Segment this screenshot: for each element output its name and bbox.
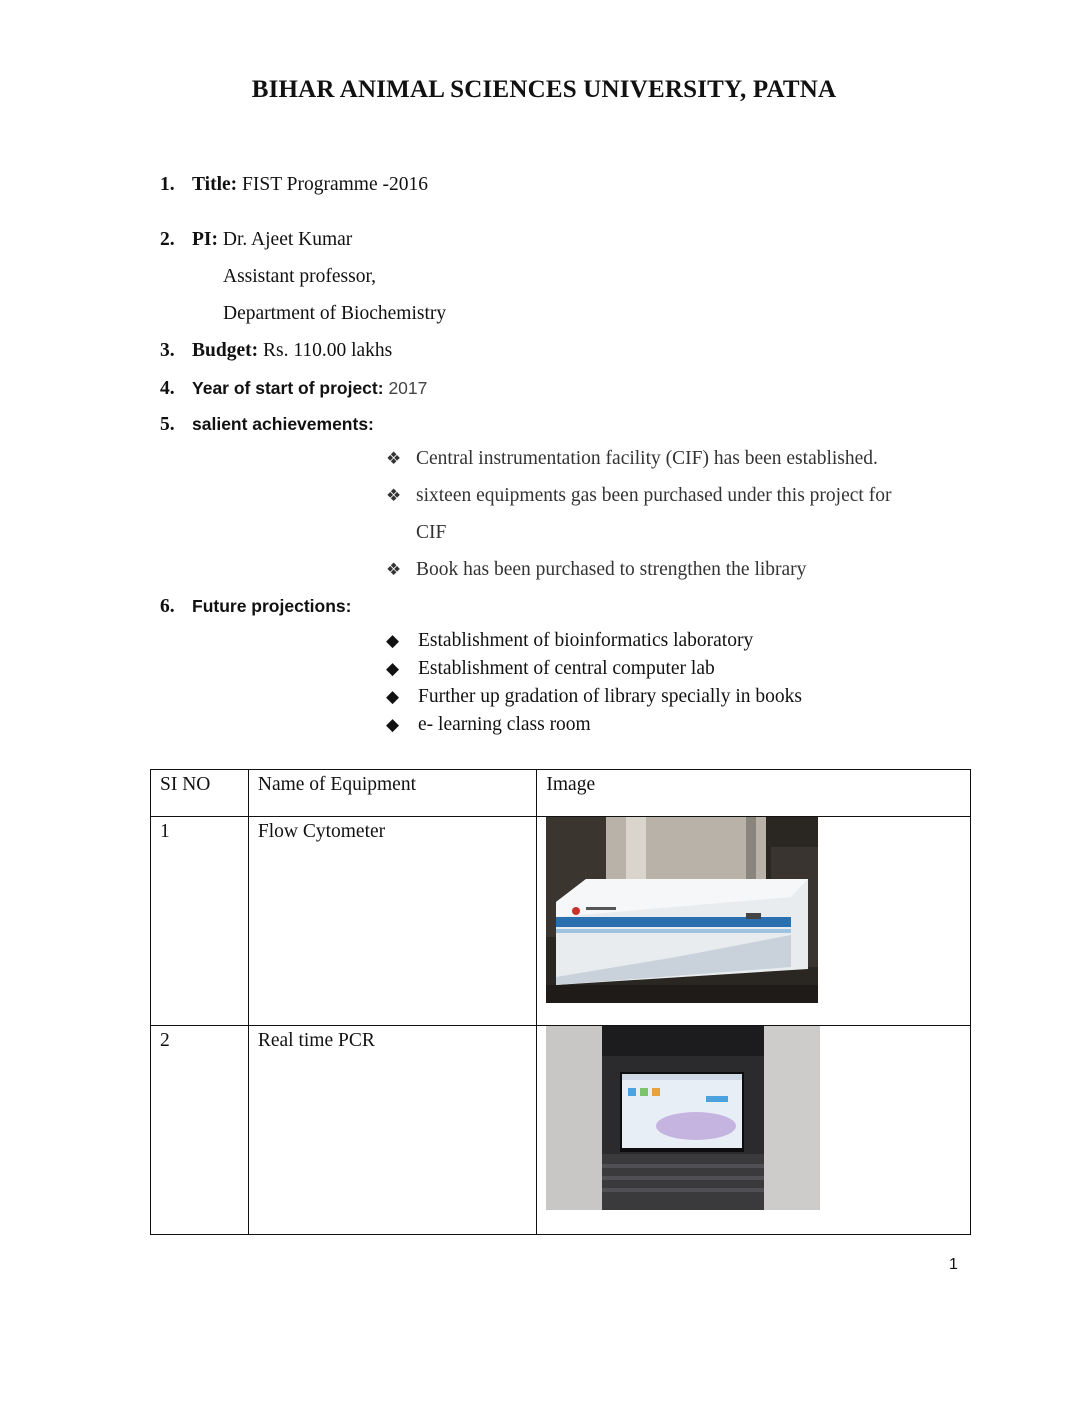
row-image-cell xyxy=(537,1026,971,1235)
pi-department: Department of Biochemistry xyxy=(223,303,447,324)
item-number: 6. xyxy=(160,596,175,617)
diamond-bullet-icon: ◆ xyxy=(386,715,400,734)
projection-item xyxy=(386,686,802,708)
achievement-continuation: CIF xyxy=(416,522,447,543)
achievement-text: Central instrumentation facility (CIF) has been established. xyxy=(416,448,878,469)
achievement-item xyxy=(386,448,878,470)
header-equipment-name: Name of Equipment xyxy=(248,770,537,817)
real-time-pcr-photo xyxy=(546,1026,820,1210)
pi-designation: Assistant professor, xyxy=(223,266,377,287)
projection-item xyxy=(386,630,753,652)
table-header-row xyxy=(151,770,971,817)
item-pi xyxy=(160,229,352,251)
item-number: 4. xyxy=(160,378,175,399)
item-number: 5. xyxy=(160,414,175,435)
item-value: Dr. Ajeet Kumar xyxy=(218,229,353,250)
projection-text: Establishment of central computer lab xyxy=(418,658,715,679)
diamond-bullet-icon: ❖ xyxy=(386,449,402,468)
item-label: Future projections: xyxy=(192,596,352,616)
item-year xyxy=(160,378,427,400)
row-equipment-name: Flow Cytometer xyxy=(248,817,537,1026)
item-achievements xyxy=(160,414,374,436)
projection-text: e- learning class room xyxy=(418,714,591,735)
projection-item xyxy=(386,658,715,680)
projection-item xyxy=(386,714,591,736)
projection-text: Further up gradation of library specially in books xyxy=(418,686,802,707)
item-number: 2. xyxy=(160,229,175,250)
projection-text: Establishment of bioinformatics laboratory xyxy=(418,630,754,651)
document-title: BIHAR ANIMAL SCIENCES UNIVERSITY, PATNA xyxy=(251,76,837,103)
row-image-cell xyxy=(537,817,971,1026)
item-label: Year of start of project: xyxy=(192,378,384,398)
item-projections xyxy=(160,596,351,618)
item-title xyxy=(160,174,428,196)
row-equipment-name: Real time PCR xyxy=(248,1026,537,1235)
item-budget xyxy=(160,340,392,362)
page-number: 1 xyxy=(949,1256,958,1273)
table-row xyxy=(151,817,971,1026)
item-label: salient achievements: xyxy=(192,414,374,434)
header-si-no: SI NO xyxy=(151,770,249,817)
table-row xyxy=(151,1026,971,1235)
item-value: 2017 xyxy=(383,378,428,398)
diamond-bullet-icon: ◆ xyxy=(386,687,400,706)
item-label: Budget: xyxy=(192,340,259,361)
diamond-bullet-icon: ❖ xyxy=(386,560,402,579)
item-label: PI: xyxy=(192,229,218,250)
item-label: Title: xyxy=(192,174,238,195)
header-image: Image xyxy=(537,770,971,817)
achievement-text: Book has been purchased to strengthen the library xyxy=(416,559,807,580)
diamond-bullet-icon: ❖ xyxy=(386,486,402,505)
item-value: Rs. 110.00 lakhs xyxy=(258,340,393,361)
achievement-item xyxy=(386,485,891,507)
diamond-bullet-icon: ◆ xyxy=(386,631,400,650)
diamond-bullet-icon: ◆ xyxy=(386,659,400,678)
item-number: 1. xyxy=(160,174,175,195)
achievement-text: sixteen equipments gas been purchased under this project for xyxy=(416,485,892,506)
achievement-item xyxy=(386,559,806,581)
item-number: 3. xyxy=(160,340,175,361)
row-si-no: 1 xyxy=(151,817,249,1026)
item-value: FIST Programme -2016 xyxy=(237,174,428,195)
equipment-table xyxy=(150,769,971,1235)
row-si-no: 2 xyxy=(151,1026,249,1235)
flow-cytometer-photo xyxy=(546,817,818,1003)
